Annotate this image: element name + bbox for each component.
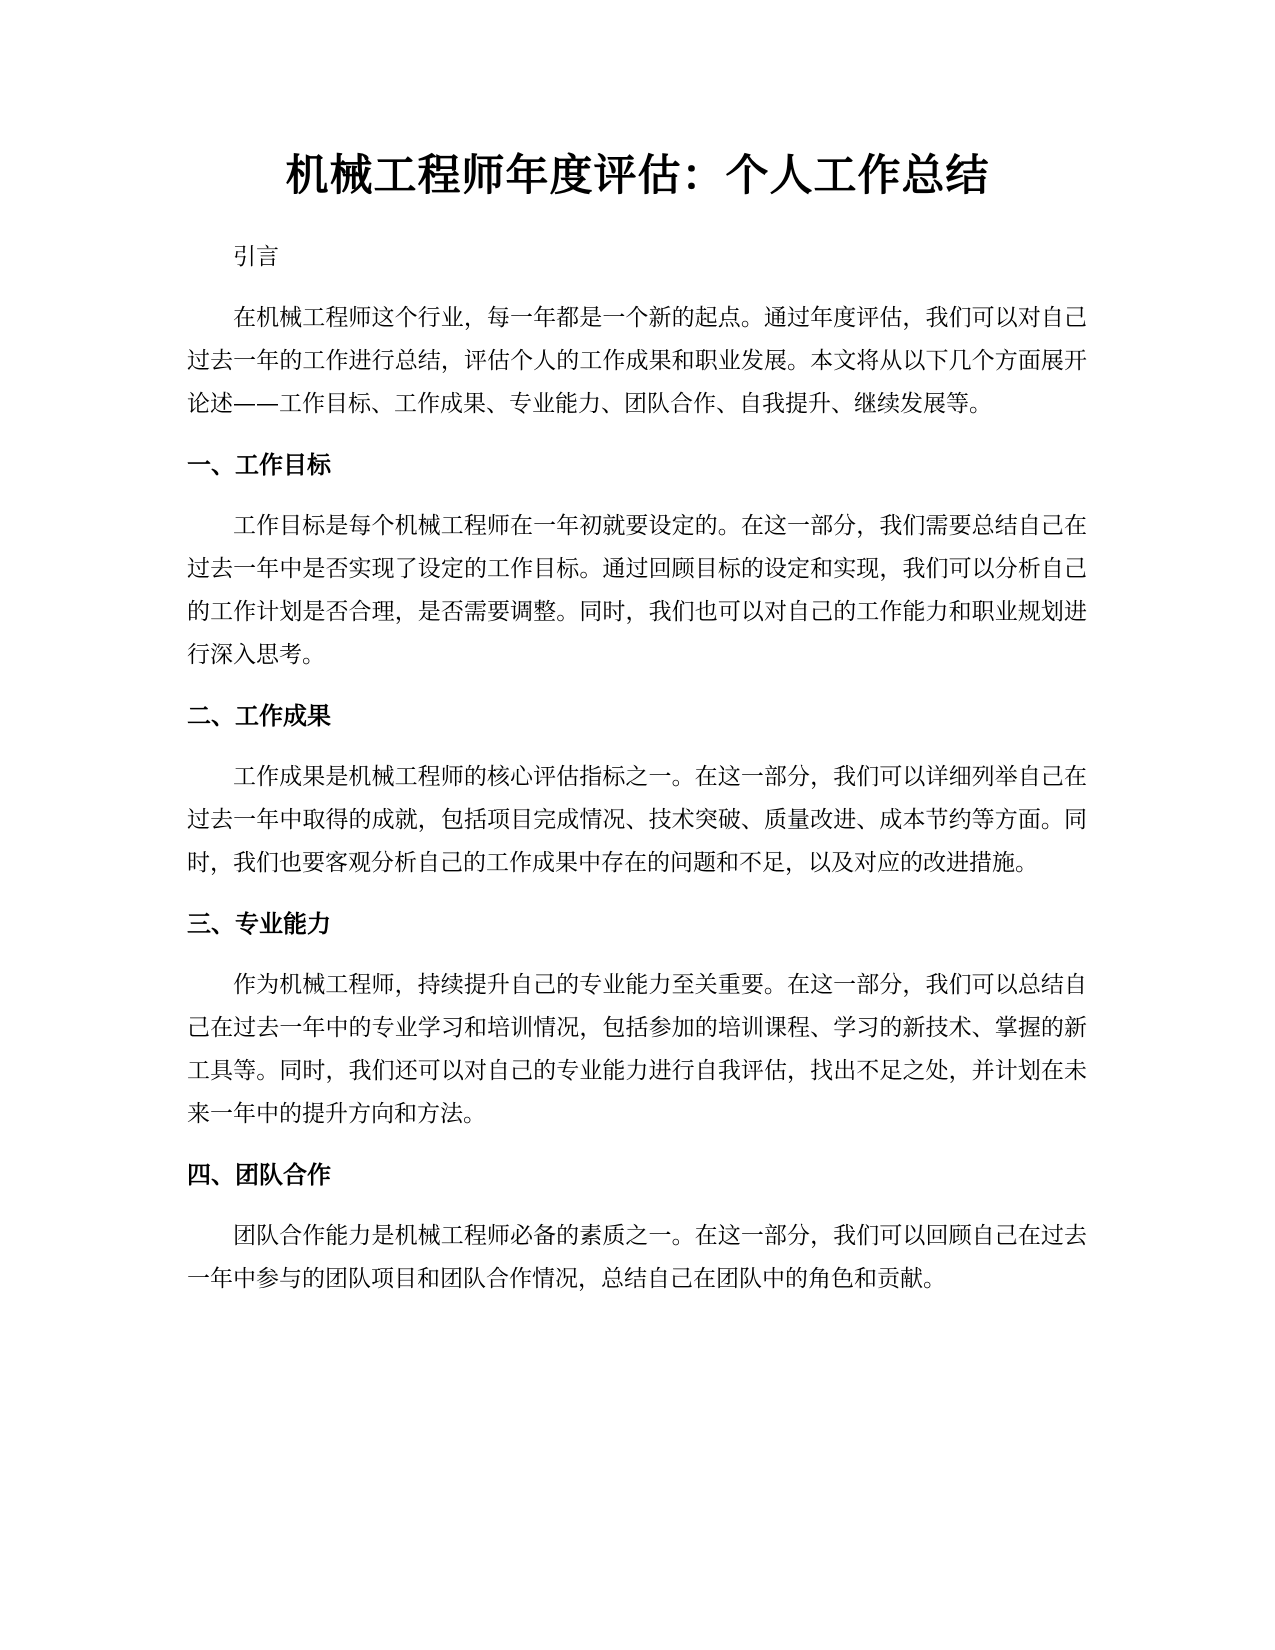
document-body xyxy=(187,236,1087,1301)
section-paragraph-teamwork: 团队合作能力是机械工程师必备的素质之一。在这一部分，我们可以回顾自己在过去一年中参与的团队项目和团队合作情况，总结自己在团队中的角色和贡献。 xyxy=(187,1223,1087,1292)
document-title: 机械工程师年度评估：个人工作总结 xyxy=(285,151,990,201)
intro-label: 引言 xyxy=(233,244,279,270)
intro-paragraph: 在机械工程师这个行业，每一年都是一个新的起点。通过年度评估，我们可以对自己过去一年的工作进行总结，评估个人的工作成果和职业发展。本文将从以下几个方面展开论述——工作目标、工作成果、专业能力、团队合作、自我提升、继续发展等。 xyxy=(187,305,1087,417)
section-heading-professional-skills: 三、专业能力 xyxy=(187,910,331,938)
section-paragraph-work-results: 工作成果是机械工程师的核心评估指标之一。在这一部分，我们可以详细列举自己在过去一年中取得的成就，包括项目完成情况、技术突破、质量改进、成本节约等方面。同时，我们也要客观分析自己的工作成果中存在的问题和不足，以及对应的改进措施。 xyxy=(187,764,1087,876)
section-heading-work-goals: 一、工作目标 xyxy=(187,451,331,479)
section-heading-work-results: 二、工作成果 xyxy=(187,702,331,730)
section-paragraph-professional-skills: 作为机械工程师，持续提升自己的专业能力至关重要。在这一部分，我们可以总结自己在过去一年中的专业学习和培训情况，包括参加的培训课程、学习的新技术、掌握的新工具等。同时，我们还可以对自己的专业能力进行自我评估，找出不足之处，并计划在未来一年中的提升方向和方法。 xyxy=(187,972,1087,1127)
section-heading-teamwork: 四、团队合作 xyxy=(187,1161,331,1189)
section-paragraph-work-goals: 工作目标是每个机械工程师在一年初就要设定的。在这一部分，我们需要总结自己在过去一年中是否实现了设定的工作目标。通过回顾目标的设定和实现，我们可以分析自己的工作计划是否合理，是否需要调整。同时，我们也可以对自己的工作能力和职业规划进行深入思考。 xyxy=(187,513,1087,668)
